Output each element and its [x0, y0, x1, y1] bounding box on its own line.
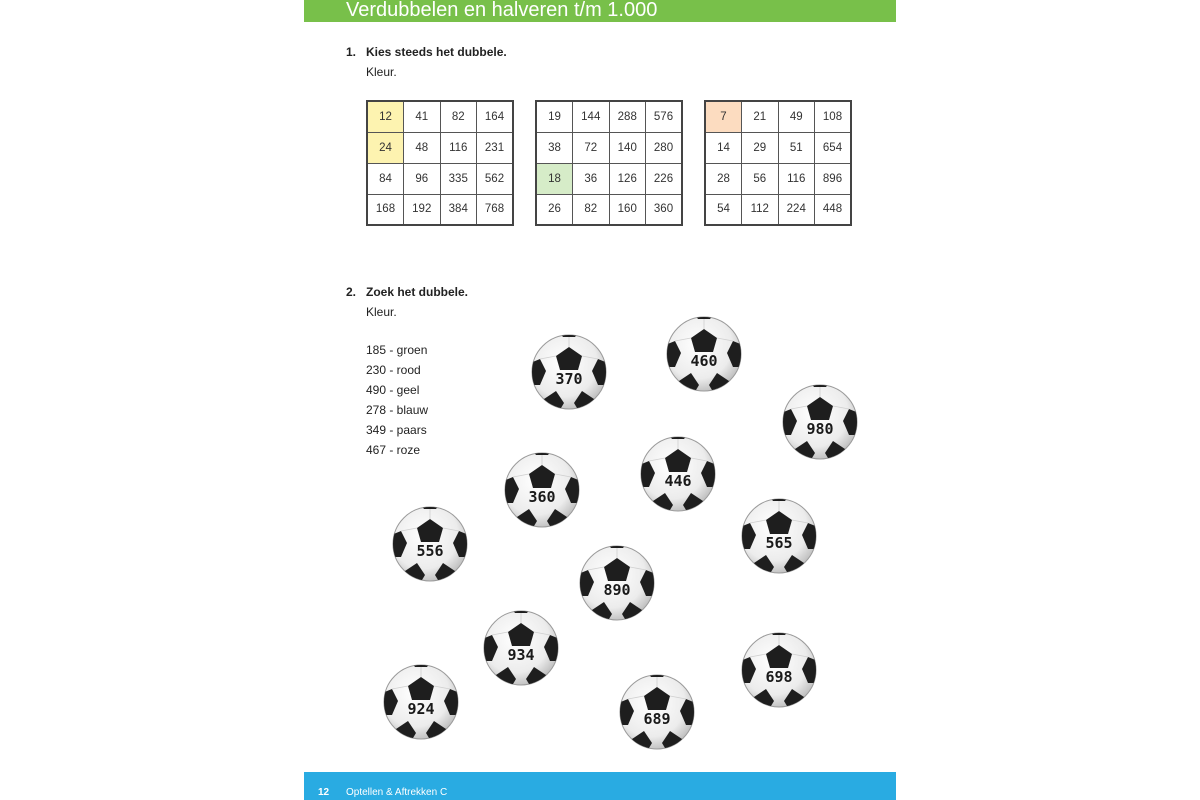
grid-cell[interactable]: 654: [815, 132, 852, 163]
grid-cell[interactable]: 896: [815, 163, 852, 194]
ball-number: 689: [643, 710, 671, 728]
soccer-ball[interactable]: [740, 497, 818, 575]
grid-cell[interactable]: 72: [573, 132, 610, 163]
grid-cell[interactable]: 18: [536, 163, 573, 194]
grid-cell[interactable]: 56: [742, 163, 779, 194]
exercise-2-title: Zoek het dubbele.: [366, 285, 469, 299]
ball-number: 556: [416, 542, 444, 560]
grid-cell[interactable]: 49: [778, 101, 815, 132]
grid-cell[interactable]: 36: [573, 163, 610, 194]
soccer-ball[interactable]: [391, 505, 469, 583]
ball-number: 980: [806, 420, 834, 438]
soccer-ball[interactable]: [618, 673, 696, 751]
soccer-ball[interactable]: [382, 663, 460, 741]
grid-cell[interactable]: 226: [646, 163, 683, 194]
grid-cell[interactable]: 768: [477, 194, 514, 225]
grid-cell[interactable]: 164: [477, 101, 514, 132]
grid-cell[interactable]: 224: [778, 194, 815, 225]
grid-cell[interactable]: 41: [404, 101, 441, 132]
ball-number: 565: [765, 534, 793, 552]
grid-cell[interactable]: 21: [742, 101, 779, 132]
grid-cell[interactable]: 19: [536, 101, 573, 132]
ball-number: 360: [528, 488, 556, 506]
soccer-ball[interactable]: [740, 631, 818, 709]
grid-cell[interactable]: 51: [778, 132, 815, 163]
legend-item: 230 - rood: [366, 363, 421, 377]
book-title: Optellen & Aftrekken C: [346, 787, 448, 798]
grid-cell[interactable]: 84: [367, 163, 404, 194]
exercise-1-title: Kies steeds het dubbele.: [366, 45, 507, 59]
grid-cell[interactable]: 288: [609, 101, 646, 132]
soccer-ball[interactable]: [665, 315, 743, 393]
grid-cell[interactable]: 144: [573, 101, 610, 132]
page-number: 12: [318, 787, 330, 798]
soccer-ball[interactable]: [639, 435, 717, 513]
grid-cell[interactable]: 126: [609, 163, 646, 194]
number-grid-3: [704, 100, 852, 226]
grid-cell[interactable]: 96: [404, 163, 441, 194]
ball-number: 446: [664, 472, 692, 490]
soccer-ball[interactable]: [482, 609, 560, 687]
exercise-2-instruction: Kleur.: [366, 305, 397, 319]
grid-cell[interactable]: 29: [742, 132, 779, 163]
legend-item: 349 - paars: [366, 423, 427, 437]
legend-item: 490 - geel: [366, 383, 420, 397]
ball-number: 890: [603, 581, 631, 599]
ball-number: 460: [690, 352, 718, 370]
grid-cell[interactable]: 360: [646, 194, 683, 225]
grid-cell[interactable]: 168: [367, 194, 404, 225]
grid-cell[interactable]: 576: [646, 101, 683, 132]
grid-cell[interactable]: 140: [609, 132, 646, 163]
soccer-ball[interactable]: [503, 451, 581, 529]
color-legend: [366, 340, 428, 460]
grid-cell[interactable]: 38: [536, 132, 573, 163]
grid-cell[interactable]: 7: [705, 101, 742, 132]
ball-number: 924: [407, 700, 435, 718]
ball-number: 934: [507, 646, 535, 664]
grid-cell[interactable]: 231: [477, 132, 514, 163]
number-grid-2: [535, 100, 683, 226]
grid-cell[interactable]: 112: [742, 194, 779, 225]
grid-cell[interactable]: 28: [705, 163, 742, 194]
legend-item: 185 - groen: [366, 343, 428, 357]
grid-cell[interactable]: 335: [440, 163, 477, 194]
legend-item: 467 - roze: [366, 443, 421, 457]
grid-cell[interactable]: 448: [815, 194, 852, 225]
ball-number: 698: [765, 668, 793, 686]
worksheet-page: [304, 0, 896, 800]
exercise-1-instruction: Kleur.: [366, 65, 397, 79]
grid-cell[interactable]: 12: [367, 101, 404, 132]
grid-cell[interactable]: 48: [404, 132, 441, 163]
grid-cell[interactable]: 24: [367, 132, 404, 163]
grid-cell[interactable]: 160: [609, 194, 646, 225]
grid-cell[interactable]: 116: [778, 163, 815, 194]
soccer-ball[interactable]: [578, 544, 656, 622]
grid-cell[interactable]: 108: [815, 101, 852, 132]
ball-number: 370: [555, 370, 583, 388]
grid-cell[interactable]: 54: [705, 194, 742, 225]
header-band: [304, 0, 896, 22]
exercise-2-number: 2.: [346, 285, 357, 299]
legend-item: 278 - blauw: [366, 403, 429, 417]
soccer-ball[interactable]: [781, 383, 859, 461]
grid-cell[interactable]: 26: [536, 194, 573, 225]
page-title: Verdubbelen en halveren t/m 1.000: [346, 0, 658, 21]
grid-cell[interactable]: 562: [477, 163, 514, 194]
grid-cell[interactable]: 116: [440, 132, 477, 163]
grid-cell[interactable]: 82: [573, 194, 610, 225]
soccer-ball[interactable]: [530, 333, 608, 411]
grid-cell[interactable]: 384: [440, 194, 477, 225]
exercise-1-number: 1.: [346, 45, 357, 59]
grid-cell[interactable]: 192: [404, 194, 441, 225]
grid-cell[interactable]: 280: [646, 132, 683, 163]
number-grid-1: [366, 100, 514, 226]
grid-cell[interactable]: 14: [705, 132, 742, 163]
grid-cell[interactable]: 82: [440, 101, 477, 132]
